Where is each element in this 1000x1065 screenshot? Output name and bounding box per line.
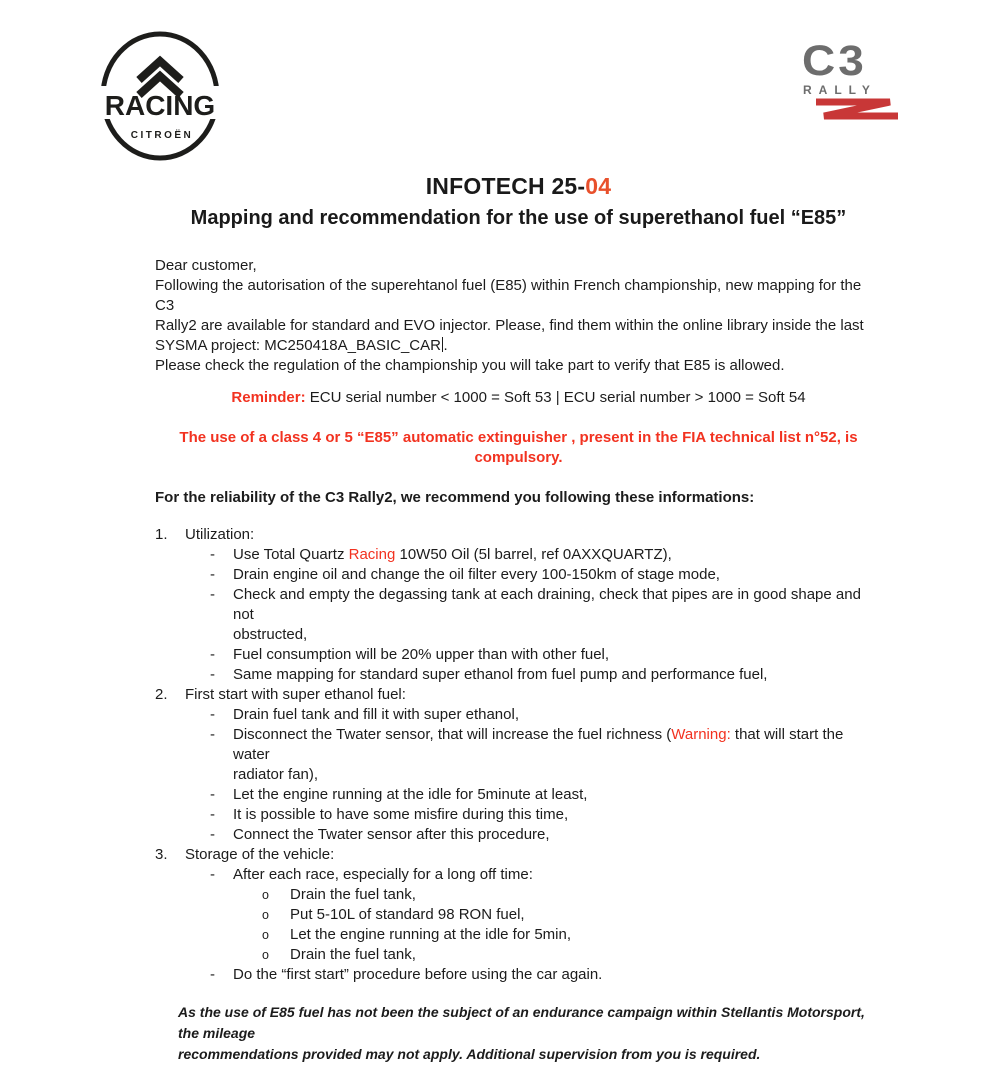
disclaimer-note [155,1002,882,1065]
reminder-line [155,388,882,408]
item-text [233,545,882,565]
intro-line: Following the autorisation of the superehtanol fuel (E85) within French championship, new mapping for the C3 [155,277,862,314]
c3-rally2-logo-graphic [798,38,920,126]
item-text: Drain engine oil and change the oil filter every 100-150km of stage mode, [233,566,720,583]
list-item-first-start [155,685,882,705]
sub-list-item [262,945,882,965]
list-item [210,565,882,585]
list-item [210,545,882,565]
disclaimer-line: recommendations provided may not apply. Additional supervision from you is required. [178,1046,761,1062]
item-text: Same mapping for standard super ethanol from fuel pump and performance fuel, [233,666,768,683]
item-text-part: Use Total Quartz [233,546,349,563]
intro-line: Rally2 are available for standard and EVO injector. Please, find them within the online library inside the last [155,317,864,334]
circle-bullet: o [262,948,269,962]
list-item-storage [155,845,882,865]
circle-bullet: o [262,888,269,902]
reminder-label: Reminder: [231,389,306,406]
c3-rally2-logo [798,38,920,126]
title-black-part: INFOTECH 25- [425,173,586,199]
list-item [210,965,882,985]
item-text: Let the engine running at the idle for 5minute at least, [233,786,588,803]
recommendation-intro: For the reliability of the C3 Rally2, we recommend you following these informations: [155,489,755,506]
list-item [210,865,882,885]
racing-logo-text: RACING [104,90,216,121]
rally2-two-glyph [816,102,898,116]
item-line: obstructed, [233,626,308,643]
page-title [155,173,882,200]
list-item [210,805,882,825]
sub-list-item [262,885,882,905]
list-item [210,725,882,785]
item-text: After each race, especially for a long off time: [233,866,533,883]
item-line: Check and empty the degassing tank at each draining, check that pipes are in good shape and not [233,586,861,623]
list-item-utilization [155,525,882,545]
item-text: Drain the fuel tank, [290,946,416,963]
item-text: Fuel consumption will be 20% upper than with other fuel, [233,646,610,663]
dash-bullet: - [210,966,215,983]
dash-bullet: - [210,826,215,843]
rally-logo-text: RALLY [803,83,877,97]
list-title: First start with super ethanol fuel: [185,686,406,703]
page-subtitle: Mapping and recommendation for the use of superethanol fuel “E85” [190,207,847,229]
circle-bullet: o [262,928,269,942]
list-title: Storage of the vehicle: [185,846,335,863]
recommendation-list [155,525,882,985]
sysma-project-period: . [443,337,448,354]
sub-list-item [262,925,882,945]
sub-list-item [262,905,882,925]
dash-bullet: - [210,786,215,803]
dash-bullet: - [210,666,215,683]
title-red-part: 04 [585,173,612,199]
intro-line: Please check the regulation of the championship you will take part to verify that E85 is allowed. [155,357,785,374]
disclaimer-line: As the use of E85 fuel has not been the subject of an endurance campaign within Stellantis Motorsport, the mileage [178,1004,865,1041]
list-item [210,825,882,845]
item-text [233,725,882,785]
list-item [210,785,882,805]
intro-line [155,336,882,356]
sysma-project-ref: SYSMA project: MC250418A_BASIC_CAR [155,337,441,354]
item-text-part: Disconnect the Twater sensor, that will increase the fuel richness ( [233,726,672,743]
c3-logo-text: C3 [802,37,867,85]
dash-bullet: - [210,806,215,823]
list-title: Utilization: [185,526,255,543]
extinguisher-notice: The use of a class 4 or 5 “E85” automatic extinguisher , present in the FIA technical list n°52, is compulsory. [179,429,858,466]
list-number: 3. [155,846,168,863]
list-number: 1. [155,526,168,543]
item-text: Connect the Twater sensor after this procedure, [233,826,550,843]
list-number: 2. [155,686,168,703]
item-text-red: Racing [348,546,396,563]
list-item [210,665,882,685]
item-text: Drain fuel tank and fill it with super ethanol, [233,706,519,723]
item-text: Do the “first start” procedure before using the car again. [233,966,603,983]
list-item [210,585,882,645]
document-body [155,256,882,1065]
dash-bullet: - [210,566,215,583]
dash-bullet: - [210,546,215,563]
dash-bullet: - [210,706,215,723]
item-line [233,725,882,765]
item-text [233,585,882,645]
dash-bullet: - [210,646,215,663]
list-item [210,705,882,725]
item-text: Put 5-10L of standard 98 RON fuel, [290,906,525,923]
item-text: Let the engine running at the idle for 5min, [290,926,572,943]
item-text: Drain the fuel tank, [290,886,416,903]
citroen-logo-text: CITROËN [130,130,194,141]
item-line: radiator fan), [233,766,319,783]
dash-bullet: - [210,866,215,883]
dash-bullet: - [210,586,215,603]
item-text-part: 10W50 Oil (5l barrel, ref 0AXXQUARTZ), [395,546,672,563]
dash-bullet: - [210,726,215,743]
item-text-part: that will start the water [233,726,844,763]
circle-bullet: o [262,908,269,922]
item-text-red: Warning: [671,726,731,743]
citroen-racing-logo [94,28,226,164]
reminder-text: ECU serial number < 1000 = Soft 53 | ECU serial number > 1000 = Soft 54 [305,389,806,406]
citroen-racing-logo-graphic [94,28,226,164]
salutation: Dear customer, [155,257,257,274]
list-item [210,645,882,665]
item-text: It is possible to have some misfire during this time, [233,806,569,823]
